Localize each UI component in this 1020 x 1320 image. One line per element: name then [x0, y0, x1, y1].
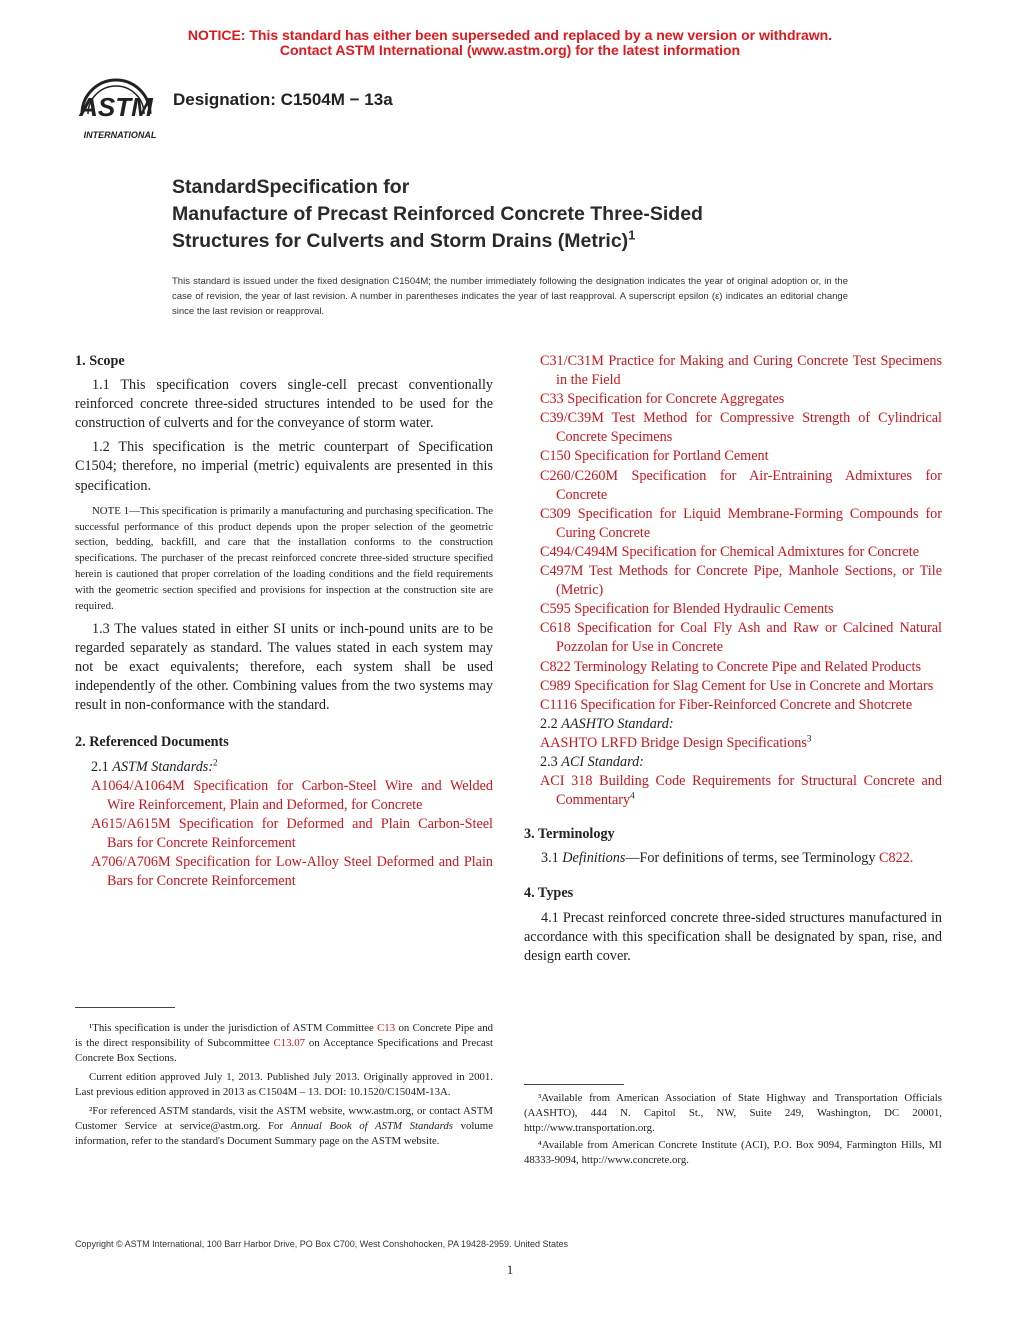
ref-title-link[interactable]: Specification for Air-Entraining Admixtures for Concrete: [556, 467, 942, 503]
ref-code-link[interactable]: A1064/A1064M: [91, 777, 185, 794]
para-2-3: [524, 753, 942, 772]
footnote-1-edition: Current edition approved July 1, 2013. Published July 2013. Originally approved in 2001. Last previous edition approved in 2013 as C1504M – 13. DOI: 10.1520/C1504M-13A.: [75, 1071, 493, 1098]
aashto-ref-link[interactable]: AASHTO LRFD Bridge Design Specifications: [540, 734, 807, 751]
ref-code-link[interactable]: C497M: [540, 563, 584, 580]
terminology-link[interactable]: C822.: [879, 850, 914, 867]
ref-title-link[interactable]: Specification for Carbon-Steel Wire and Welded Wire Reinforcement, Plain and Deformed, for Concrete: [107, 777, 493, 813]
issued-note: This standard is issued under the fixed designation C1504M; the number immediately following the designation indicates the year of original adoption or, in the case of revision, the year of last revision. A number in parentheses indicates the year of last reapproval. A superscript epsilon (ε) indicates an editorial change since the last revision or reapproval.: [172, 276, 848, 317]
ref-code-link[interactable]: C989: [540, 677, 571, 694]
footnote-2: [75, 1104, 493, 1149]
ref-item[interactable]: [540, 352, 942, 390]
ref-title-link[interactable]: Specification for Portland Cement: [570, 448, 769, 465]
svg-text:ASTM: ASTM: [79, 92, 153, 122]
ref-item[interactable]: [540, 677, 942, 696]
page-number: 1: [506, 1262, 514, 1277]
ref-item[interactable]: [540, 467, 942, 505]
left-footnotes: [75, 1021, 493, 1149]
document-title: [172, 174, 703, 255]
ref-title-link[interactable]: Specification for Deformed and Plain Carbon-Steel Bars for Concrete Reinforcement: [107, 815, 493, 851]
ref-item[interactable]: [91, 815, 493, 853]
ref-title-link[interactable]: Specification for Chemical Admixtures for Concrete: [618, 543, 920, 560]
para-2-2: [524, 715, 942, 734]
ref-code-link[interactable]: C150: [540, 448, 571, 465]
footnote-2-text-a: ²For referenced ASTM standards, visit the ASTM website, www.astm.org, or contact ASTM Customer Service at service@astm.org. For: [75, 1105, 493, 1132]
ref-item[interactable]: [540, 562, 942, 600]
left-column: [75, 352, 493, 891]
subcommittee-link[interactable]: C13.07: [273, 1037, 306, 1049]
ref-item[interactable]: [540, 409, 942, 447]
para-2-2-label: AASHTO Standard:: [561, 715, 674, 732]
ref-code-link[interactable]: C309: [540, 505, 571, 522]
ref-title-link[interactable]: Terminology Relating to Concrete Pipe and Related Products: [570, 658, 921, 675]
title-line-2: Manufacture of Precast Reinforced Concrete Three-Sided: [172, 203, 703, 225]
footnote-2-italic: Annual Book of ASTM Standards: [290, 1120, 454, 1132]
note-1: NOTE 1—This specification is primarily a manufacturing and purchasing specification. The successful performance of this product depends upon the proper selection of the geometric section, bedding, backfill, and care that the installation conforms to the construction specifications. The purchaser of the precast reinforced concrete three-sided structure specified herein is cautioned that proper correlation of the loading conditions and the field requirements with the geometric section specified and provisions for inspection at the construction site are required.: [75, 504, 493, 613]
aci-ref-link[interactable]: ACI 318 Building Code Requirements for Structural Concrete and Commentary: [540, 773, 942, 809]
astm-refs-left: [75, 777, 493, 892]
ref-item[interactable]: [540, 390, 942, 409]
footnote-mark-4: 4: [630, 790, 635, 801]
para-2-3-num: 2.3: [540, 753, 562, 770]
ref-title-link[interactable]: Test Method for Compressive Strength of Cylindrical Concrete Specimens: [556, 410, 942, 446]
para-1-1: 1.1 This specification covers single-cell precast conventionally reinforced concrete three-sided structures intended to be used for the construction of culverts and for the conveyance of storm water.: [75, 377, 493, 432]
footnote-4: ⁴Available from American Concrete Institute (ACI), P.O. Box 9094, Farmington Hills, MI 48333-9094, http://www.concrete.org.: [524, 1139, 942, 1166]
ref-code-link[interactable]: A615/A615M: [91, 815, 171, 832]
footnote-mark-2: 2: [213, 756, 218, 767]
ref-title-link[interactable]: Test Methods for Concrete Pipe, Manhole Sections, or Tile (Metric): [556, 563, 942, 599]
ref-code-link[interactable]: C494/C494M: [540, 543, 619, 560]
footnote-1-text-b: on Concrete Pipe and is the direct responsibility of Subcommittee: [75, 1022, 493, 1049]
notice-line-1: NOTICE: This standard has either been superseded and replaced by a new version or withdrawn.: [187, 27, 833, 43]
footnote-2-text-b: volume information, refer to the standard's Document Summary page on the ASTM website.: [75, 1120, 493, 1147]
ref-title-link[interactable]: Specification for Concrete Aggregates: [563, 391, 785, 408]
ref-code-link[interactable]: C33: [540, 391, 564, 408]
para-3-1-text: —For definitions of terms, see Terminology: [625, 850, 880, 867]
section-2-heading: 2. Referenced Documents: [75, 734, 229, 751]
definitions-label: Definitions: [562, 850, 626, 867]
section-1-heading: 1. Scope: [75, 353, 125, 369]
ref-title-link[interactable]: Specification for Liquid Membrane-Forming Compounds for Curing Concrete: [556, 505, 942, 541]
ref-code-link[interactable]: C595: [540, 601, 571, 618]
designation: Designation: C1504M − 13a: [173, 90, 393, 109]
footnote-3: ³Available from American Association of State Highway and Transportation Officials (AASHTO), 444 N. Capitol St., NW, Suite 249, Washington, DC 20001, http://www.transportation.org.: [524, 1092, 942, 1134]
ref-item[interactable]: [540, 447, 942, 466]
section-3-heading: 3. Terminology: [524, 826, 615, 843]
ref-title-link[interactable]: Specification for Slag Cement for Use in Concrete and Mortars: [570, 677, 934, 694]
ref-item[interactable]: [540, 600, 942, 619]
notice-line-2: Contact ASTM International (www.astm.org) for the latest information: [279, 42, 741, 58]
ref-item[interactable]: [540, 543, 942, 562]
aci-ref[interactable]: [524, 772, 942, 810]
right-column: [524, 352, 942, 966]
title-line-3-text: Structures for Culverts and Storm Drains (Metric): [172, 230, 629, 252]
title-footnote-mark: 1: [628, 228, 636, 243]
ref-code-link[interactable]: C618: [540, 620, 571, 637]
para-3-1-num: 3.1: [541, 850, 563, 867]
footnote-divider-right: [524, 1084, 624, 1085]
aashto-ref[interactable]: [524, 734, 942, 753]
para-2-2-num: 2.2: [540, 715, 562, 732]
footnote-divider-left: [75, 1007, 175, 1008]
ref-item[interactable]: [540, 658, 942, 677]
footnote-1-text-c: on Acceptance Specifications and Precast Concrete Box Sections.: [75, 1037, 493, 1064]
para-2-3-label: ACI Standard:: [561, 753, 644, 770]
title-line-3: [172, 228, 703, 255]
ref-item[interactable]: [540, 696, 942, 715]
right-footnotes: [524, 1091, 942, 1168]
ref-item[interactable]: [540, 619, 942, 657]
ref-item[interactable]: [540, 505, 942, 543]
para-1-2: 1.2 This specification is the metric counterpart of Specification C1504; therefore, no imperial (metric) equivalents are presented in this specification.: [75, 439, 493, 494]
ref-item[interactable]: [91, 777, 493, 815]
committee-link[interactable]: C13: [377, 1022, 396, 1034]
astm-refs-right: [524, 352, 942, 715]
para-4-1: 4.1 Precast reinforced concrete three-sided structures manufactured in accordance with this specification shall be designated by span, rise, and design earth cover.: [524, 909, 942, 964]
ref-title-link[interactable]: Practice for Making and Curing Concrete Test Specimens in the Field: [556, 353, 942, 389]
ref-code-link[interactable]: A706/A706M: [91, 854, 171, 871]
ref-code-link[interactable]: C260/C260M: [540, 467, 619, 484]
ref-title-link[interactable]: Specification for Blended Hydraulic Cements: [570, 601, 834, 618]
para-2-1: [75, 758, 493, 777]
ref-code-link[interactable]: C31/C31M: [540, 353, 604, 369]
ref-code-link[interactable]: C1116: [540, 696, 577, 713]
copyright: Copyright © ASTM International, 100 Barr Harbor Drive, PO Box C700, West Conshohocken, PA 19428-2959. United States: [75, 1239, 569, 1249]
footnote-1-text-a: ¹This specification is under the jurisdiction of ASTM Committee: [89, 1022, 378, 1034]
para-1-3: 1.3 The values stated in either SI units or inch-pound units are to be regarded separately as standard. The values stated in each system may not be exact equivalents; therefore, each system shall be used independently of the other. Combining values from the two systems may result in non-conformance with the standard.: [75, 621, 493, 714]
svg-text:INTERNATIONAL: INTERNATIONAL: [83, 130, 157, 140]
ref-title-link[interactable]: Specification for Coal Fly Ash and Raw or Calcined Natural Pozzolan for Use in Concrete: [556, 620, 942, 656]
para-2-1-num: 2.1: [91, 758, 113, 775]
ref-title-link[interactable]: Specification for Low-Alloy Steel Deformed and Plain Bars for Concrete Reinforcement: [107, 854, 493, 890]
ref-title-link[interactable]: Specification for Fiber-Reinforced Concrete and Shotcrete: [576, 696, 913, 713]
footnote-mark-3: 3: [806, 733, 812, 744]
title-line-1: StandardSpecification for: [172, 176, 410, 198]
astm-logo: [74, 72, 162, 142]
ref-code-link[interactable]: C39/C39M: [540, 410, 604, 427]
footnote-1: [75, 1021, 493, 1066]
ref-code-link[interactable]: C822: [540, 658, 571, 675]
ref-item[interactable]: [91, 853, 493, 891]
section-4-heading: 4. Types: [524, 885, 574, 902]
para-3-1: [524, 849, 942, 868]
para-2-1-label: ASTM Standards:: [112, 758, 214, 775]
